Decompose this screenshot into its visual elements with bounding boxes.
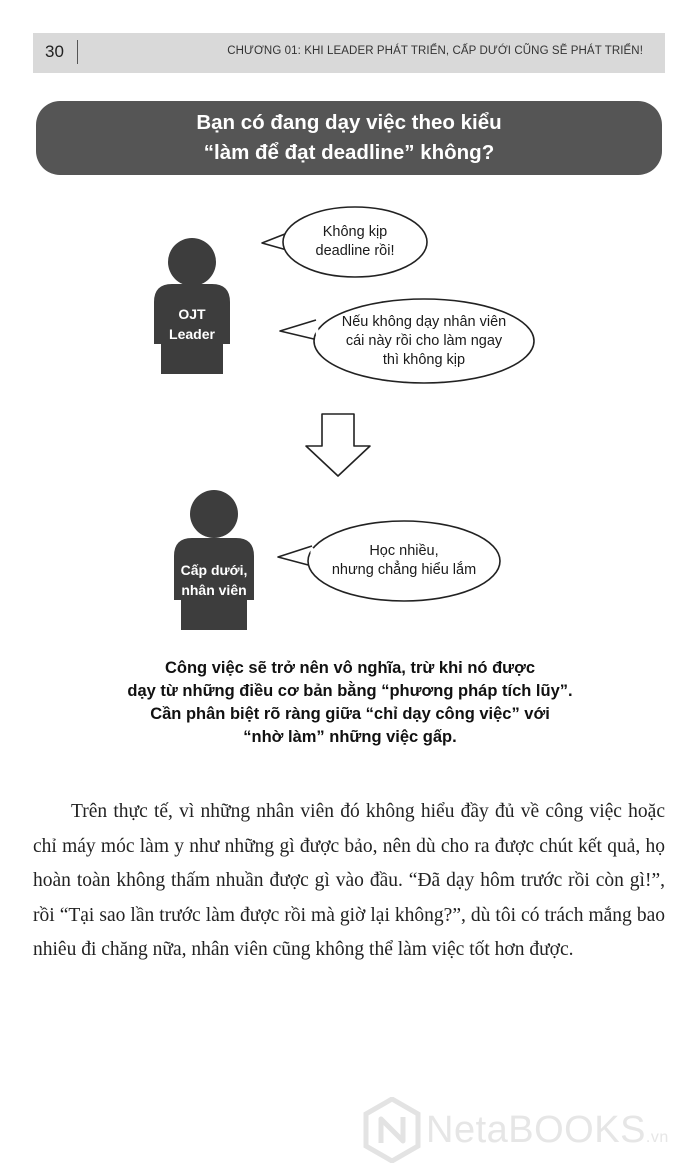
caption-line-2: dạy từ những điều cơ bản bằng “phương pháp tích lũy”. [127, 682, 573, 700]
diagram-caption [60, 657, 640, 749]
caption-line-3: Cần phân biệt rõ ràng giữa “chỉ dạy công việc” với [150, 705, 550, 723]
bubble-1-line-2: deadline rồi! [315, 243, 395, 259]
bubble-2-line-1: Nếu không dạy nhân viên [341, 314, 507, 330]
bubble-2-text [314, 313, 534, 370]
bubble-1-line-1: Không kịp [322, 224, 388, 240]
body-paragraph: Trên thực tế, vì những nhân viên đó không hiểu đầy đủ về công việc hoặc chỉ máy móc làm y như những gì được bảo, nên dù cho ra được chút kết quả, họ hoàn toàn không thấm nhuần được gì vào đầu. “Đã dạy hôm trước rồi còn gì!”, rồi “Tại sao lần trước làm được rồi mà giờ lại không?”, dù tôi có trách mắng bao nhiêu đi chăng nữa, nhân viên cũng không thể làm việc tốt hơn được. [33, 801, 665, 960]
title-line-1: Bạn có đang dạy việc theo kiểu [196, 111, 502, 134]
bubble-3-line-1: Học nhiều, [369, 543, 439, 559]
bubble-3-text [314, 542, 494, 580]
chapter-title: CHƯƠNG 01: KHI LEADER PHÁT TRIỂN, CẤP DƯỚI CŨNG SẼ PHÁT TRIỂN! [227, 45, 643, 57]
leader-label-line-2: Leader [169, 326, 215, 342]
caption-line-1: Công việc sẽ trở nên vô nghĩa, trừ khi nó được [164, 659, 536, 677]
staff-label-line-1: Cấp dưới, [180, 562, 248, 578]
watermark-text [426, 1109, 669, 1152]
page-number: 30 [45, 42, 64, 61]
caption-line-4: “nhờ làm” những việc gấp. [243, 728, 457, 746]
title-line-2: “làm để đạt deadline” không? [203, 141, 495, 164]
watermark-suffix: .vn [645, 1129, 669, 1146]
leader-label [157, 304, 227, 344]
bubble-3-line-2: nhưng chẳng hiểu lắm [331, 562, 477, 578]
staff-label-line-2: nhân viên [181, 582, 247, 598]
watermark-brand: NetaBOOKS [426, 1109, 646, 1151]
bubble-2-line-3: thì không kịp [382, 352, 466, 368]
watermark [360, 1095, 690, 1165]
leader-label-line-1: OJT [178, 306, 206, 322]
bubble-1-text [285, 223, 425, 261]
bubble-2-line-2: cái này rồi cho làm ngay [345, 333, 503, 349]
staff-label [172, 560, 256, 600]
down-arrow-icon [306, 414, 370, 476]
netabooks-logo-icon [362, 1097, 422, 1163]
